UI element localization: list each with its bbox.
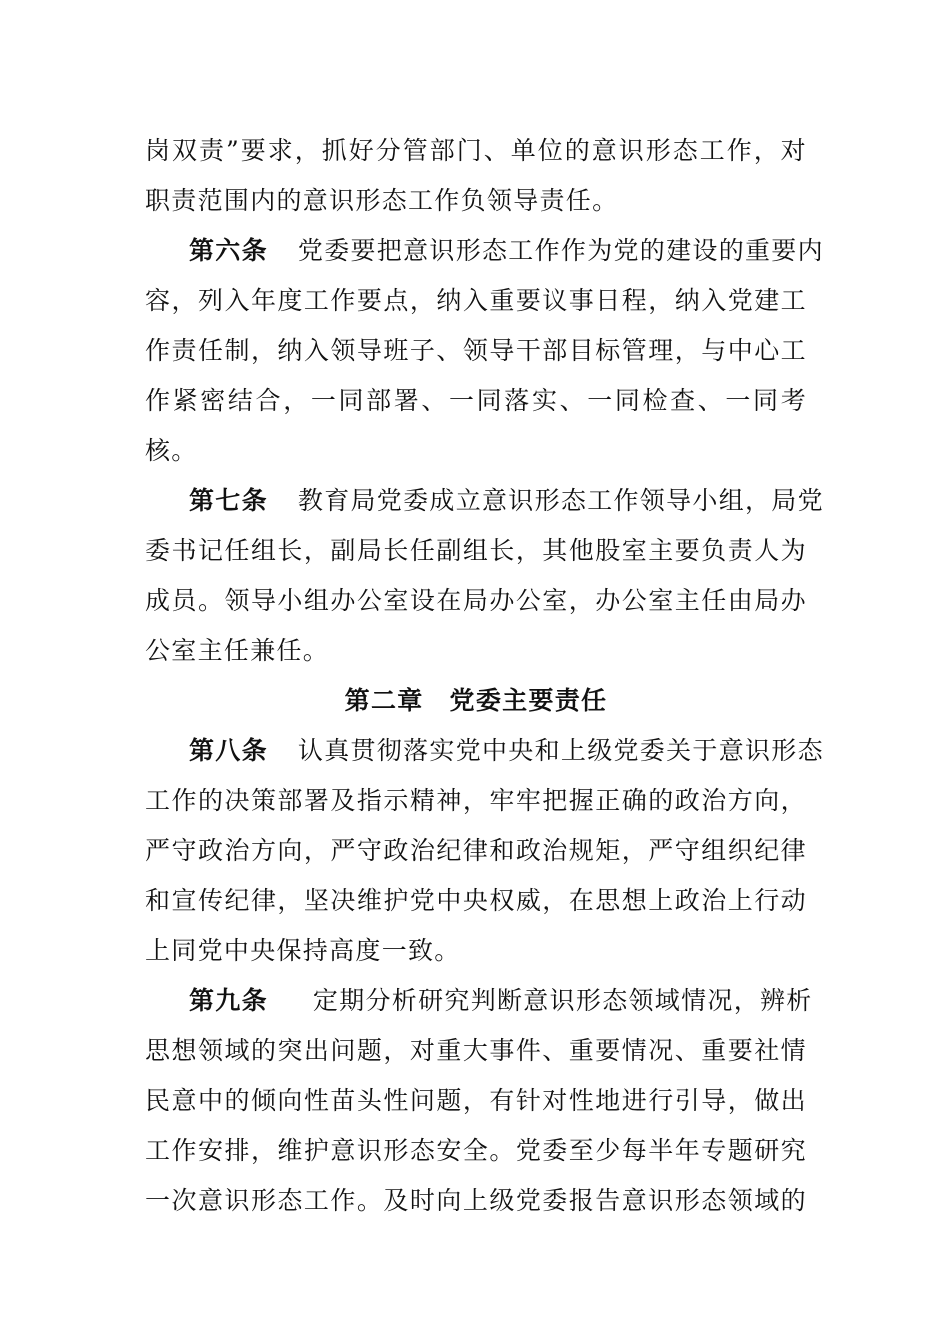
paragraph-line: 工作安排，维护意识形态安全。党委至少每半年专题研究 bbox=[145, 1136, 807, 1165]
document-page bbox=[145, 126, 824, 1226]
paragraph-line: 核。 bbox=[145, 436, 198, 465]
paragraph-line: 和宣传纪律，坚决维护党中央权威，在思想上政治上行动 bbox=[145, 886, 807, 915]
paragraph-line: 民意中的倾向性苗头性问题，有针对性地进行引导，做出 bbox=[145, 1086, 807, 1115]
paragraph-line: 作紧密结合，一同部署、一同落实、一同检查、一同考 bbox=[145, 386, 807, 415]
paragraph-line: 一次意识形态工作。及时向上级党委报告意识形态领域的 bbox=[145, 1186, 807, 1215]
article-7-line: 第七条 教育局党委成立意识形态工作领导小组，局党 bbox=[189, 486, 824, 515]
chapter-title: 党委主要责任 bbox=[449, 686, 608, 715]
paragraph-line: 思想领域的突出问题，对重大事件、重要情况、重要社情 bbox=[145, 1036, 807, 1065]
article-8-line: 第八条 认真贯彻落实党中央和上级党委关于意识形态 bbox=[189, 736, 824, 765]
paragraph-line: 严守政治方向，严守政治纪律和政治规矩，严守组织纪律 bbox=[145, 836, 807, 865]
paragraph-line: 成员。领导小组办公室设在局办公室，办公室主任由局办 bbox=[145, 586, 807, 615]
article-label: 第九条 bbox=[189, 986, 268, 1015]
paragraph-line: 作责任制，纳入领导班子、领导干部目标管理，与中心工 bbox=[145, 336, 807, 365]
article-9-line: 第九条 定期分析研究判断意识形态领域情况，辨析 bbox=[189, 986, 813, 1015]
paragraph-line: 容，列入年度工作要点，纳入重要议事日程，纳入党建工 bbox=[145, 286, 807, 315]
article-label: 第八条 bbox=[189, 736, 268, 765]
article-label: 第六条 bbox=[189, 236, 268, 265]
article-6-line: 第六条 党委要把意识形态工作作为党的建设的重要内 bbox=[189, 236, 824, 265]
paragraph-line: 工作的决策部署及指示精神，牢牢把握正确的政治方向， bbox=[145, 786, 807, 815]
paragraph-line: 公室主任兼任。 bbox=[145, 636, 330, 665]
article-label: 第七条 bbox=[189, 486, 268, 515]
paragraph-line: 职责范围内的意识形态工作负领导责任。 bbox=[145, 186, 619, 215]
paragraph-line: 岗双责”要求，抓好分管部门、单位的意识形态工作，对 bbox=[145, 136, 807, 165]
paragraph-line: 上同党中央保持高度一致。 bbox=[145, 936, 461, 965]
chapter-heading bbox=[145, 676, 807, 726]
paragraph-line: 委书记任组长，副局长任副组长，其他股室主要负责人为 bbox=[145, 536, 807, 565]
chapter-number: 第二章 bbox=[344, 686, 424, 715]
